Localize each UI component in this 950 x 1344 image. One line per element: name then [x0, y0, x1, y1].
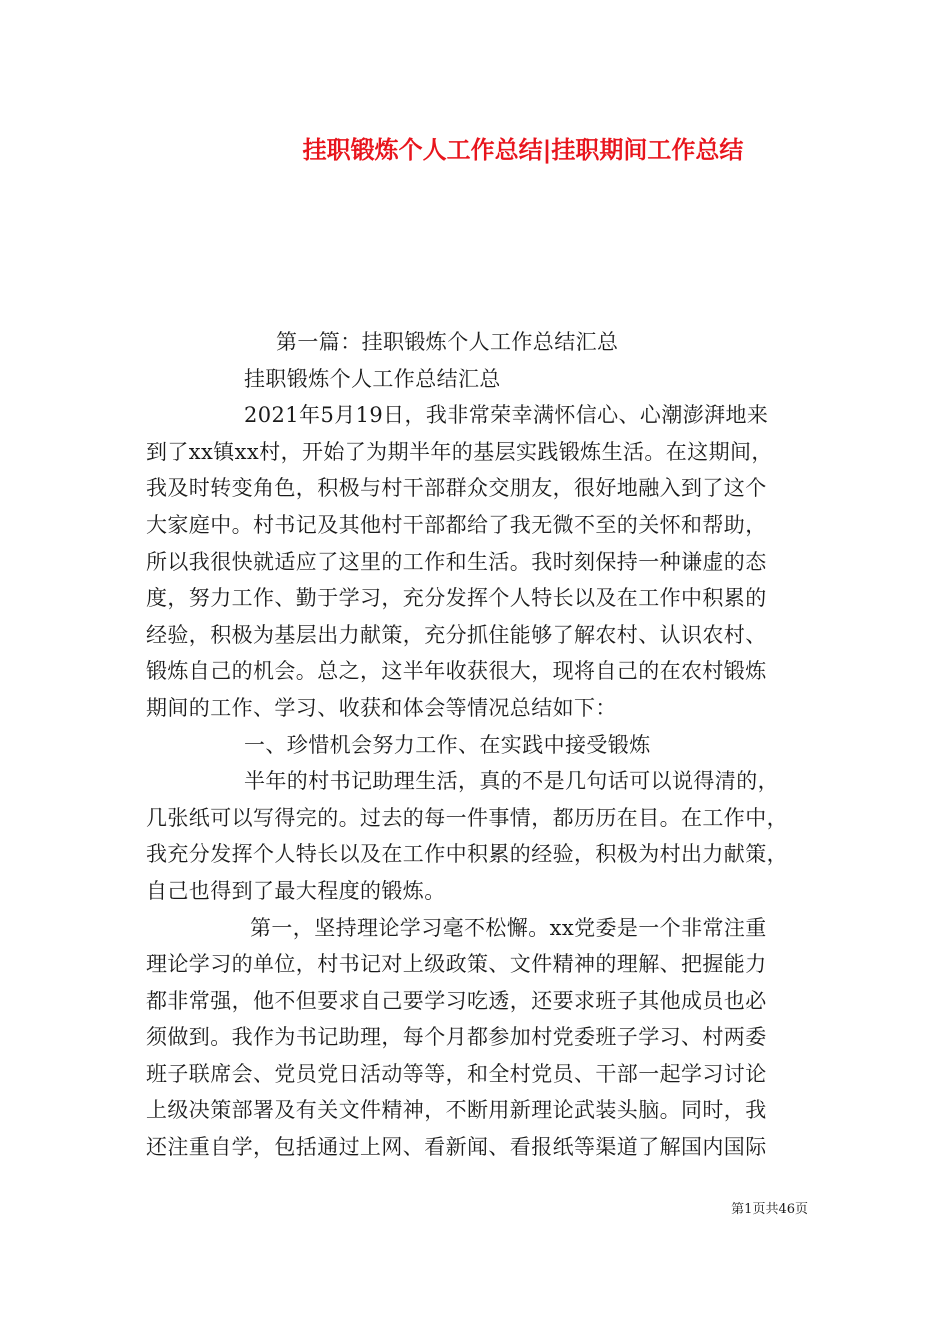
- body-text-line: 度，努力工作、勤于学习，充分发挥个人特长以及在工作中积累的: [146, 586, 767, 611]
- body-text-line: 上级决策部署及有关文件精神，不断用新理论武装头脑。同时，我: [146, 1098, 767, 1123]
- body-text-line: 都非常强，他不但要求自己要学习吃透，还要求班子其他成员也必: [146, 988, 767, 1013]
- body-text-line: 到了xx镇xx村，开始了为期半年的基层实践锻炼生活。在这期间，: [146, 439, 773, 464]
- body-text-line: 几张纸可以写得完的。过去的每一件事情，都历历在目。在工作中，: [146, 805, 788, 830]
- body-text-line: 期间的工作、学习、收获和体会等情况总结如下：: [146, 695, 617, 720]
- body-text-line: 自己也得到了最大程度的锻炼。: [146, 878, 446, 903]
- body-text-line: 2021年5月19日，我非常荣幸满怀信心、心潮澎湃地来: [244, 403, 769, 428]
- body-text-line: 大家庭中。村书记及其他村干部都给了我无微不至的关怀和帮助，: [146, 512, 767, 537]
- body-text-line: 还注重自学，包括通过上网、看新闻、看报纸等渠道了解国内国际: [146, 1135, 767, 1160]
- body-text-line: 经验，积极为基层出力献策，充分抓住能够了解农村、认识农村、: [146, 622, 767, 647]
- body-text-line: 理论学习的单位，村书记对上级政策、文件精神的理解、把握能力: [146, 952, 767, 977]
- body-text-line: 挂职锻炼个人工作总结汇总: [244, 366, 501, 391]
- document-body: [146, 324, 822, 1166]
- body-text-line: 须做到。我作为书记助理，每个月都参加村党委班子学习、村两委: [146, 1025, 767, 1050]
- body-text-line: 班子联席会、党员党日活动等等，和全村党员、干部一起学习讨论: [146, 1061, 767, 1086]
- body-text-line: 所以我很快就适应了这里的工作和生活。我时刻保持一种谦虚的态: [146, 549, 767, 574]
- body-text-line: 锻炼自己的机会。总之，这半年收获很大，现将自己的在农村锻炼: [146, 659, 767, 684]
- body-text-line: 我及时转变角色，积极与村干部群众交朋友，很好地融入到了这个: [146, 476, 767, 501]
- page-number-footer: 第1页共46页: [731, 1202, 808, 1217]
- body-text-line: 第一篇：挂职锻炼个人工作总结汇总: [276, 330, 619, 354]
- body-text-line: 第一，坚持理论学习毫不松懈。xx党委是一个非常注重: [250, 915, 767, 940]
- document-title: 挂职锻炼个人工作总结|挂职期间工作总结: [302, 136, 744, 164]
- body-text-line: 一、珍惜机会努力工作、在实践中接受锻炼: [244, 732, 651, 757]
- body-text-line: 我充分发挥个人特长以及在工作中积累的经验，积极为村出力献策，: [146, 842, 788, 867]
- body-text-line: 半年的村书记助理生活，真的不是几句话可以说得清的，: [244, 769, 779, 794]
